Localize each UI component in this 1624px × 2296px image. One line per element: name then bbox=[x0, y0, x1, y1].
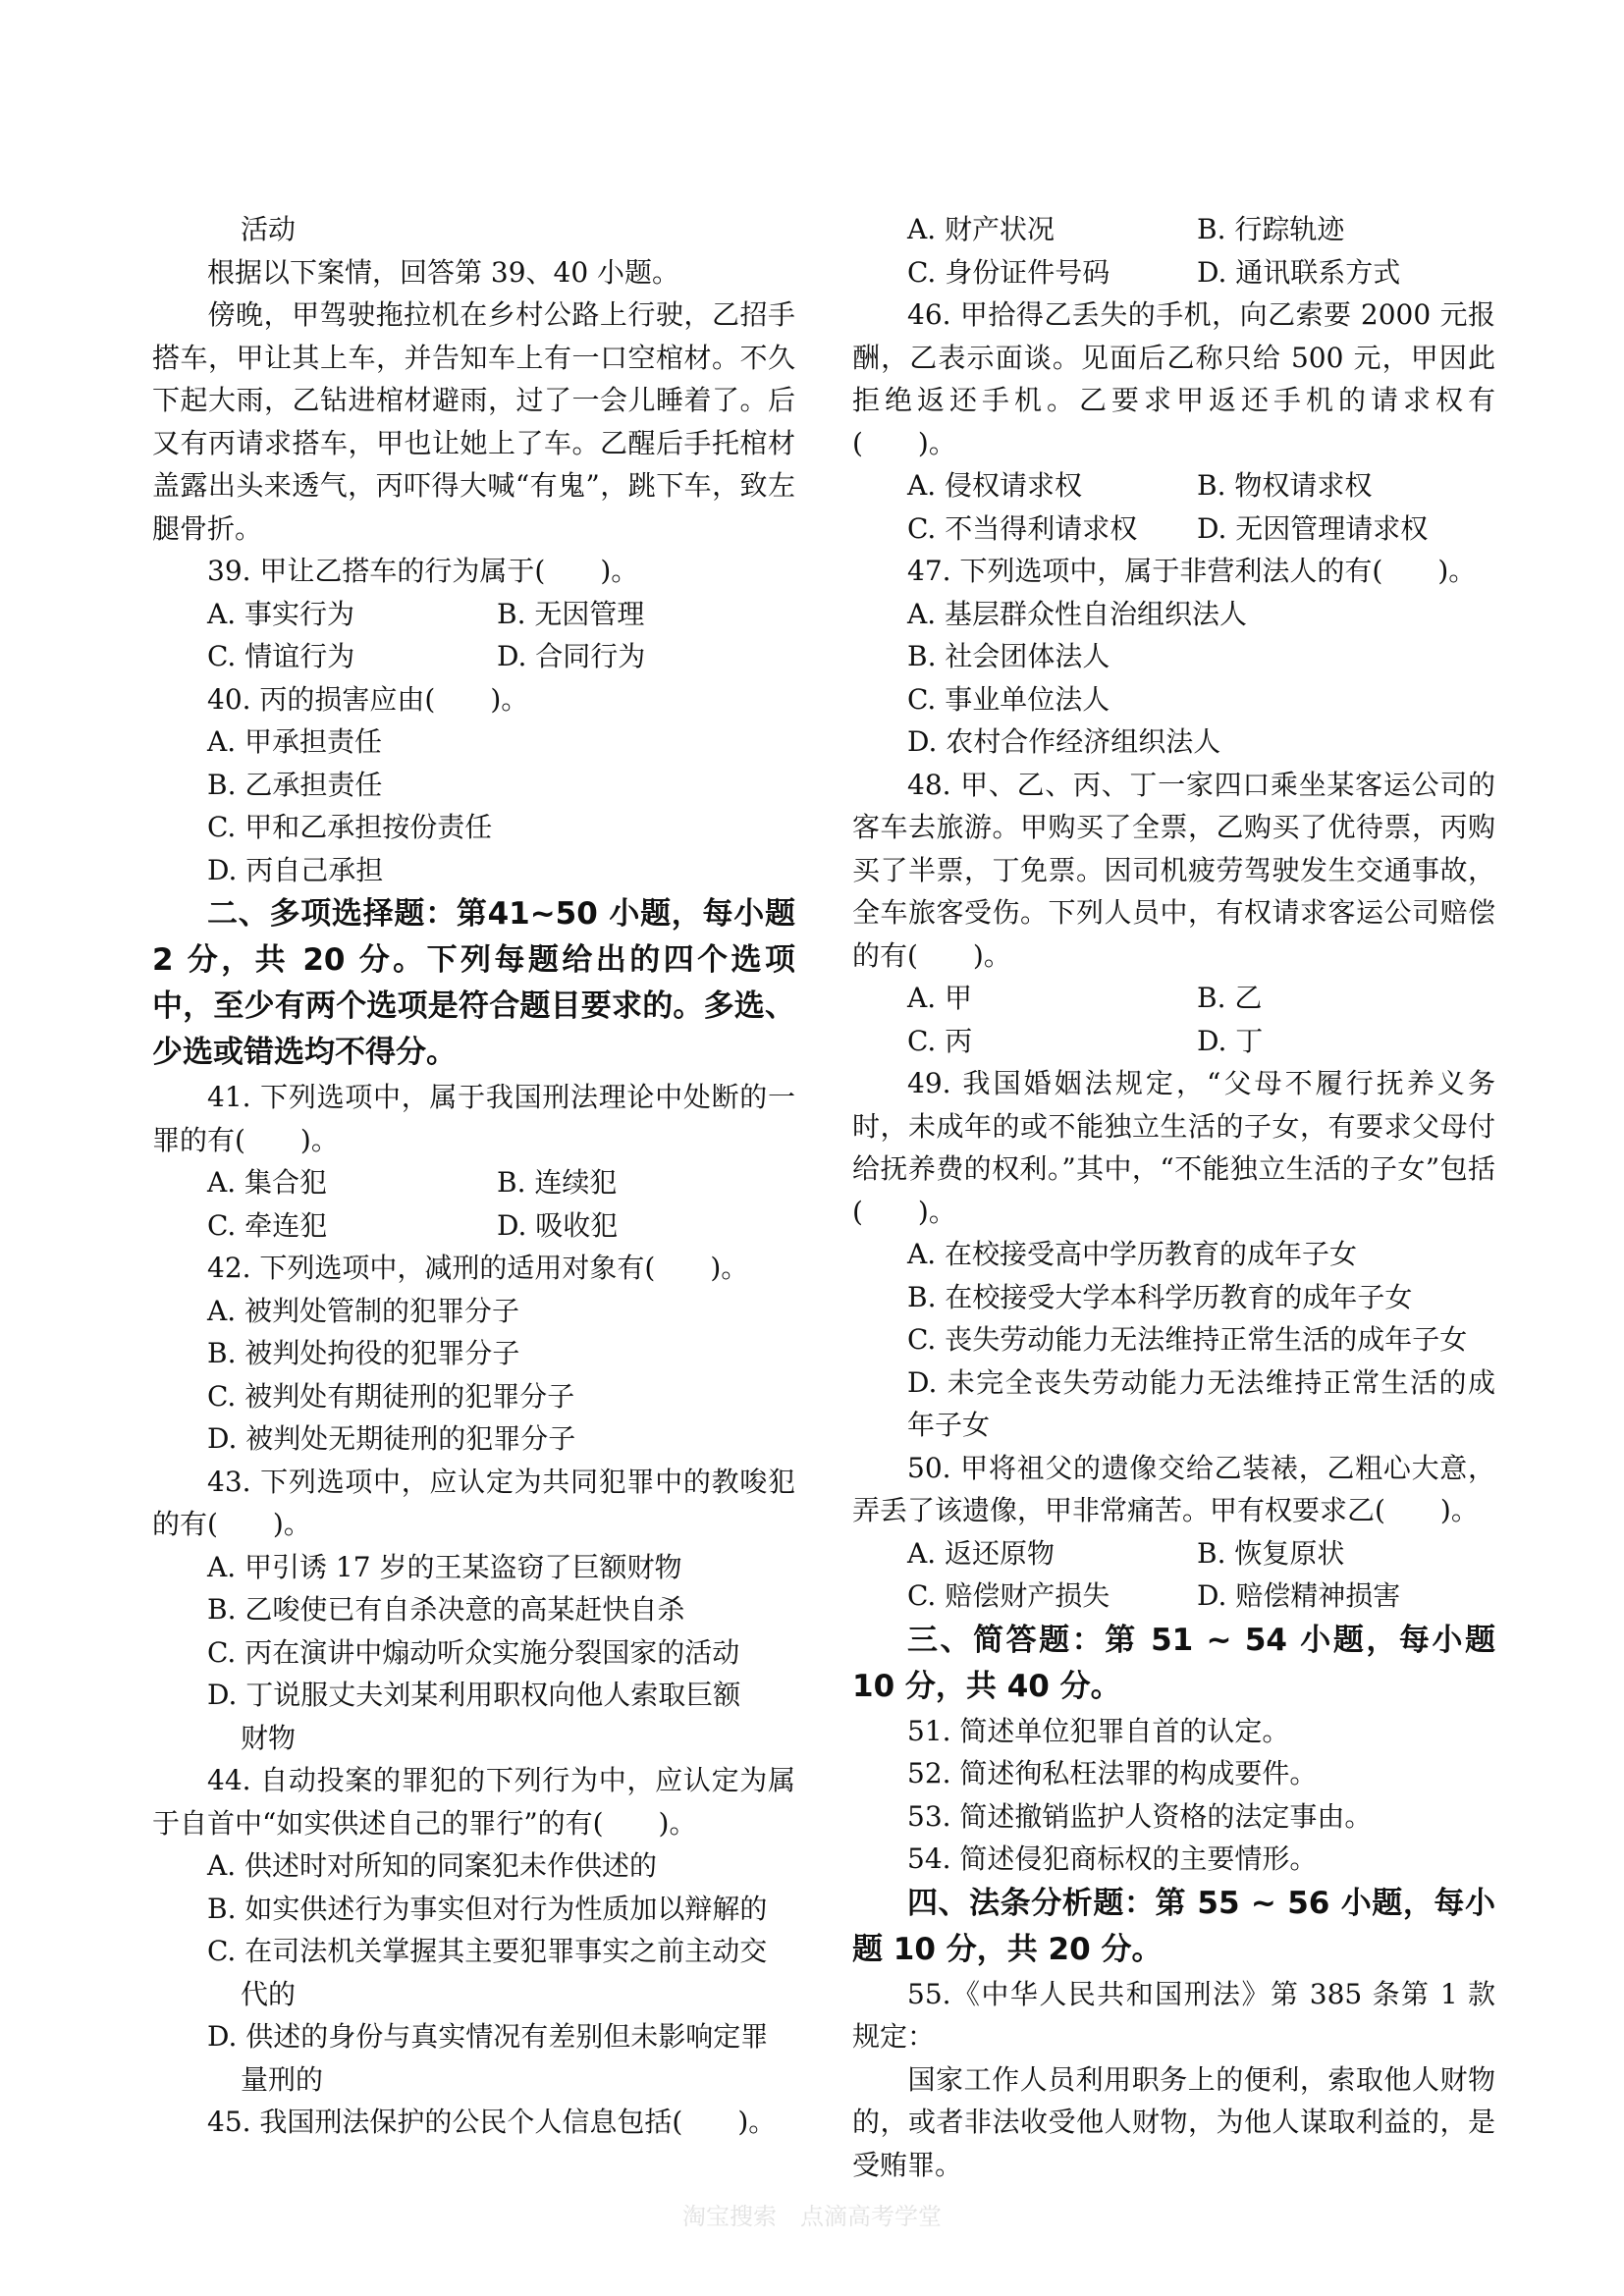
question-45: 45. 我国刑法保护的公民个人信息包括( )。 bbox=[207, 2106, 777, 2138]
option: A. 供述时对所知的同案犯未作供述的 bbox=[207, 1849, 658, 1882]
option: A. 集合犯 bbox=[207, 1166, 328, 1199]
option: D. 无因管理请求权 bbox=[1197, 511, 1429, 545]
question-42: 42. 下列选项中，减刑的适用对象有( )。 bbox=[207, 1252, 749, 1284]
option: B. 被判处拘役的犯罪分子 bbox=[207, 1337, 520, 1369]
question-49: 49. 我国婚姻法规定，“父母不履行抚养义务时，未成年的或不能独立生活的子女，有要求父母付给抚养费的权利。”其中，“不能独立生活的子女”包括( )。 bbox=[852, 1067, 1495, 1228]
option: B. 行踪轨迹 bbox=[1197, 213, 1345, 245]
section-heading-2: 二、多项选择题：第41~50 小题，每小题 2 分，共 20 分。下列每题给出的四个选项中，至少有两个选项是符合题目要求的。多选、少选或错选均不得分。 bbox=[152, 896, 795, 1070]
section-heading-4: 四、法条分析题：第 55 ~ 56 小题，每小题 10 分，共 20 分。 bbox=[852, 1885, 1495, 1967]
option: A. 返还原物 bbox=[907, 1536, 1056, 1570]
option: D. 丁说服丈夫刘某利用职权向他人索取巨额 bbox=[207, 1679, 741, 1711]
question-47: 47. 下列选项中，属于非营利法人的有( )。 bbox=[907, 555, 1477, 587]
option: C. 不当得利请求权 bbox=[907, 511, 1138, 545]
question-48: 48. 甲、乙、丙、丁一家四口乘坐某客运公司的客车去旅游。甲购买了全票，乙购买了优待票，丙购买了半票，丁免票。因司机疲劳驾驶发生交通事故，全车旅客受伤。下列人员中，有权请求客运公司赔偿的有( )。 bbox=[852, 768, 1495, 972]
question-39: 39. 甲让乙搭车的行为属于( )。 bbox=[207, 555, 639, 587]
option: A. 被判处管制的犯罪分子 bbox=[207, 1294, 520, 1327]
right-column bbox=[852, 208, 1495, 2186]
question-51: 51. 简述单位犯罪自首的认定。 bbox=[907, 1714, 1290, 1747]
question-55: 55.《中华人民共和国刑法》第 385 条第 1 款规定： bbox=[852, 1977, 1495, 2053]
option: C. 丙 bbox=[907, 1024, 973, 1057]
option: B. 乙承担责任 bbox=[207, 768, 383, 801]
option: D. 未完全丧失劳动能力无法维持正常生活的成年子女 bbox=[907, 1365, 1495, 1441]
option: D. 农村合作经济组织法人 bbox=[907, 725, 1221, 758]
option: B. 乙唆使已有自杀决意的高某赶快自杀 bbox=[207, 1593, 685, 1626]
option: D. 丁 bbox=[1197, 1024, 1264, 1057]
option: A. 甲承担责任 bbox=[207, 725, 383, 758]
option: A. 在校接受高中学历教育的成年子女 bbox=[907, 1238, 1358, 1270]
option: A. 甲引诱 17 岁的王某盗窃了巨额财物 bbox=[207, 1550, 682, 1583]
options-row bbox=[152, 1161, 795, 1204]
option: B. 社会团体法人 bbox=[907, 640, 1110, 672]
option: D. 供述的身份与真实情况有差别但未影响定罪 bbox=[207, 2020, 769, 2053]
option: D. 通讯联系方式 bbox=[1197, 255, 1401, 289]
option: D. 吸收犯 bbox=[497, 1208, 619, 1242]
option: B. 无因管理 bbox=[497, 597, 645, 630]
question-40: 40. 丙的损害应由( )。 bbox=[207, 682, 529, 716]
case-intro: 根据以下案情，回答第 39、40 小题。 bbox=[207, 255, 680, 289]
left-column bbox=[152, 208, 795, 2144]
option: B. 如实供述行为事实但对行为性质加以辩解的 bbox=[207, 1892, 768, 1925]
section-heading-3: 三、简答题：第 51 ~ 54 小题，每小题 10 分，共 40 分。 bbox=[852, 1622, 1495, 1704]
option: C. 被判处有期徒刑的犯罪分子 bbox=[207, 1379, 575, 1413]
option: B. 连续犯 bbox=[497, 1166, 618, 1199]
text-line: 活动 bbox=[241, 213, 297, 245]
option: B. 在校接受大学本科学历教育的成年子女 bbox=[907, 1280, 1413, 1313]
option: C. 丙在演讲中煽动听众实施分裂国家的活动 bbox=[207, 1635, 740, 1669]
option-continuation: 财物 bbox=[241, 1721, 297, 1754]
question-44: 44. 自动投案的罪犯的下列行为中，应认定为属于自首中“如实供述自己的罪行”的有( )。 bbox=[152, 1764, 795, 1840]
option: D. 合同行为 bbox=[497, 640, 646, 672]
case-text: 傍晚，甲驾驶拖拉机在乡村公路上行驶，乙招手搭车，甲让其上车，并告知车上有一口空棺材。不久下起大雨，乙钻进棺材避雨，过了一会儿睡着了。后又有丙请求搭车，甲也让她上了车。乙醒后手托棺材盖露出头来透气，丙吓得大喊“有鬼”，跳下车，致左腿骨折。 bbox=[152, 298, 795, 545]
option: A. 基层群众性自治组织法人 bbox=[907, 597, 1248, 630]
option: A. 侵权请求权 bbox=[907, 469, 1083, 502]
option: C. 赔偿财产损失 bbox=[907, 1579, 1110, 1612]
option: D. 丙自己承担 bbox=[207, 853, 384, 886]
option: C. 丧失劳动能力无法维持正常生活的成年子女 bbox=[907, 1323, 1468, 1356]
options-row bbox=[852, 251, 1495, 294]
option: C. 甲和乙承担按份责任 bbox=[207, 811, 493, 843]
option: C. 情谊行为 bbox=[207, 640, 355, 672]
option: D. 赔偿精神损害 bbox=[1197, 1579, 1401, 1612]
question-50: 50. 甲将祖父的遗像交给乙装裱，乙粗心大意，弄丢了该遗像，甲非常痛苦。甲有权要求乙( )。 bbox=[852, 1451, 1495, 1526]
question-54: 54. 简述侵犯商标权的主要情形。 bbox=[907, 1842, 1318, 1875]
option: B. 乙 bbox=[1197, 982, 1263, 1014]
option: A. 财产状况 bbox=[907, 213, 1056, 245]
option-continuation: 量刑的 bbox=[241, 2062, 324, 2096]
option: C. 在司法机关掌握其主要犯罪事实之前主动交 bbox=[207, 1935, 768, 1967]
option: A. 甲 bbox=[907, 982, 973, 1014]
option: B. 物权请求权 bbox=[1197, 469, 1373, 502]
option: D. 被判处无期徒刑的犯罪分子 bbox=[207, 1422, 576, 1455]
options-row bbox=[852, 464, 1495, 507]
option-continuation: 代的 bbox=[241, 1977, 297, 2010]
options-row bbox=[852, 1575, 1495, 1618]
question-43: 43. 下列选项中，应认定为共同犯罪中的教唆犯的有( )。 bbox=[152, 1465, 795, 1540]
options-row bbox=[852, 1532, 1495, 1575]
options-row bbox=[852, 1020, 1495, 1063]
options-row bbox=[852, 507, 1495, 551]
option: C. 身份证件号码 bbox=[907, 255, 1110, 289]
options-row bbox=[152, 593, 795, 636]
question-41: 41. 下列选项中，属于我国刑法理论中处断的一罪的有( )。 bbox=[152, 1081, 795, 1156]
options-row bbox=[152, 1204, 795, 1248]
option: C. 事业单位法人 bbox=[907, 682, 1110, 716]
footer-watermark: 淘宝搜索 点滴高考学堂 bbox=[682, 2203, 942, 2230]
options-row bbox=[852, 208, 1495, 251]
question-46: 46. 甲拾得乙丢失的手机，向乙索要 2000 元报酬，乙表示面谈。见面后乙称只给 500 元，甲因此拒绝返还手机。乙要求甲返还手机的请求权有( )。 bbox=[852, 298, 1495, 459]
options-row bbox=[152, 635, 795, 678]
option: A. 事实行为 bbox=[207, 597, 355, 630]
question-53: 53. 简述撤销监护人资格的法定事由。 bbox=[907, 1799, 1373, 1833]
options-row bbox=[852, 977, 1495, 1020]
option: C. 牵连犯 bbox=[207, 1208, 328, 1242]
question-52: 52. 简述徇私枉法罪的构成要件。 bbox=[907, 1757, 1318, 1789]
statute-text: 国家工作人员利用职务上的便利，索取他人财物的，或者非法收受他人财物，为他人谋取利益的，是受贿罪。 bbox=[852, 2062, 1495, 2181]
option: B. 恢复原状 bbox=[1197, 1536, 1345, 1570]
